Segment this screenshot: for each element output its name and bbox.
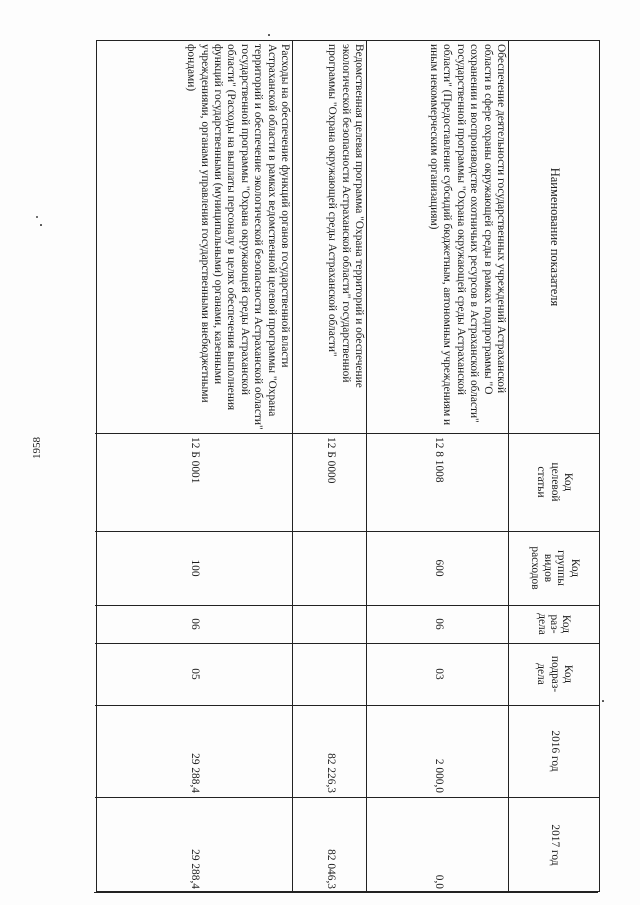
row-3-subsection-code: 05 [188, 668, 201, 680]
budget-table-frame [96, 40, 600, 892]
row-2-subsection-code [293, 643, 367, 705]
row-3-group-code: 100 [188, 559, 201, 577]
row-1-name: Обеспечение деятельности государственных учреждений Астраханской области в сфере охраны окружающей среды в рамках подпрограммы "О сохранении и воспроизводстве охотничьих ресурсов в Астраханской области" государственной программы "Охрана окружающей среды Астраханской области" (Предоставление субсидий бюджетным, автономным учреждениям и иным некоммерческим организациям) [427, 44, 507, 426]
scan-speck [268, 34, 270, 36]
row-3-value-2017: 29 288,4 [188, 849, 201, 889]
scan-speck [36, 216, 38, 218]
row-3-value-2016: 29 288,4 [188, 753, 201, 793]
header-name: Наименование показателя [547, 167, 562, 307]
row-1-subsection-code: 03 [432, 668, 445, 680]
row-3-target-code: 12 Б 0001 [188, 437, 201, 484]
row-1-section-code: 06 [432, 618, 445, 630]
header-subsection-code: Код подраз-дела [535, 655, 575, 693]
row-2-group-code [293, 531, 367, 605]
row-2-section-code [293, 605, 367, 643]
header-target-code: Код целевой статьи [535, 462, 575, 502]
row-1-value-2016: 2 000,0 [432, 758, 445, 793]
header-group-code: Код группы видов расходов [528, 546, 581, 590]
scan-speck [602, 700, 604, 702]
scan-speck [40, 224, 42, 226]
row-1-target-code: 12 8 1008 [432, 437, 445, 483]
header-section-code: Код раз-дела [535, 613, 573, 635]
budget-table [95, 41, 599, 893]
header-2017: 2017 год [548, 824, 561, 866]
header-2016: 2016 год [548, 730, 561, 772]
row-3-name: Расходы на обеспечение функций органов государственной власти Астраханской области в рамках ведомственной целевой программы "Охрана территорий и обеспечение экологической безопасности Астраханской области" государственной программы "Охрана окружающей среды Астраханской области" (Расходы на выплаты персоналу в целях обеспечения выполнения функций государственными (муниципальными) органами, казенными учреждениями, органами управления государственными внебюджетными фондами) [185, 44, 291, 430]
row-2-value-2017: 82 046,3 [324, 849, 337, 889]
row-1-group-code: 600 [432, 559, 445, 577]
row-2-name: Ведомственная целевая программа "Охрана территорий и обеспечение экологической безопасности Астраханской области" государственной программы "Охрана окружающей среды Астраханской области" [326, 44, 365, 388]
row-3-section-code: 06 [188, 618, 201, 630]
row-2-target-code: 12 Б 0000 [324, 437, 337, 484]
row-2-value-2016: 82 226,3 [324, 753, 337, 793]
page-number: 1958 [31, 437, 43, 459]
row-1-value-2017: 0,0 [432, 874, 445, 889]
